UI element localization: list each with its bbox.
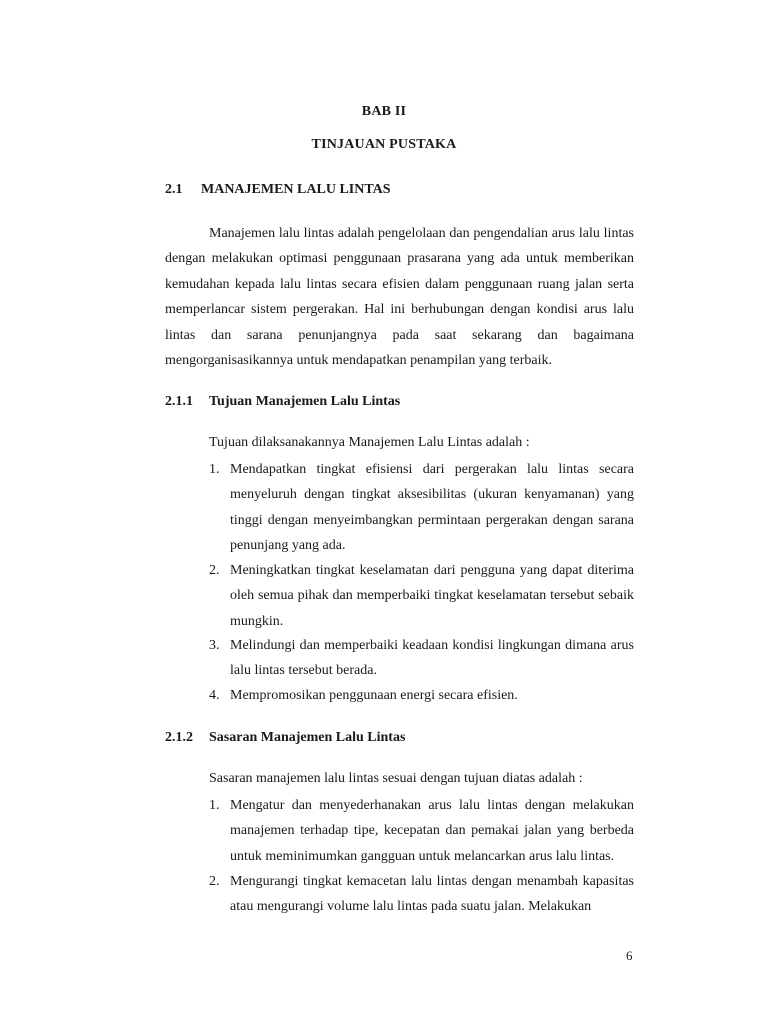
list-item-text: Mempromosikan penggunaan energi secara efisien. bbox=[230, 688, 518, 703]
chapter-title: TINJAUAN PUSTAKA bbox=[311, 137, 457, 152]
list-item bbox=[209, 558, 634, 634]
list-item bbox=[209, 683, 634, 708]
list-item-number: 4. bbox=[209, 688, 220, 703]
list-item bbox=[209, 869, 634, 920]
section-title: Sasaran Manajemen Lalu Lintas bbox=[209, 730, 406, 745]
list-item bbox=[209, 633, 634, 684]
list-item-number: 2. bbox=[209, 874, 220, 889]
chapter-label: BAB II bbox=[361, 104, 407, 119]
section-2-1-2-heading bbox=[165, 730, 405, 746]
section-2-1-1-heading bbox=[165, 394, 400, 410]
list-item-number: 2. bbox=[209, 563, 220, 578]
section-number: 2.1.2 bbox=[165, 730, 193, 745]
section-2-1-paragraph: Manajemen lalu lintas adalah pengelolaan dan pengendalian arus lalu lintas dengan melakukan optimasi penggunaan prasarana yang ada untuk memberikan kemudahan kepada lalu lintas secara efisien dalam penggunaan ruang jalan serta memperlancar sistem pergerakan. Hal ini berhubungan dengan kondisi arus lalu lintas dan sarana penunjangnya pada saat sekarang dan bagaimana mengorganisasikannya untuk mendapatkan penampilan yang terbaik. bbox=[165, 226, 634, 369]
section-2-1-1-intro: Tujuan dilaksanakannya Manajemen Lalu Lintas adalah : bbox=[209, 435, 530, 450]
section-title: Tujuan Manajemen Lalu Lintas bbox=[209, 394, 401, 409]
section-number: 2.1.1 bbox=[165, 394, 193, 409]
section-2-1-2-intro: Sasaran manajemen lalu lintas sesuai dengan tujuan diatas adalah : bbox=[209, 771, 583, 786]
list-item bbox=[209, 793, 634, 869]
list-item-number: 3. bbox=[209, 638, 220, 653]
page-number: 6 bbox=[626, 948, 633, 963]
list-item-text: Mengurangi tingkat kemacetan lalu lintas dengan menambah kapasitas atau mengurangi volume lalu lintas pada suatu jalan. Melakukan bbox=[230, 874, 634, 915]
list-item-text: Melindungi dan memperbaiki keadaan kondisi lingkungan dimana arus lalu lintas tersebut berada. bbox=[230, 638, 634, 679]
section-title: MANAJEMEN LALU LINTAS bbox=[201, 182, 391, 197]
section-2-1-heading bbox=[165, 182, 391, 198]
list-item-text: Meningkatkan tingkat keselamatan dari pengguna yang dapat diterima oleh semua pihak dan memperbaiki tingkat keselamatan tersebut sebaik mungkin. bbox=[230, 563, 634, 629]
list-item bbox=[209, 457, 634, 559]
list-item-number: 1. bbox=[209, 798, 220, 813]
list-item-number: 1. bbox=[209, 462, 220, 477]
list-item-text: Mendapatkan tingkat efisiensi dari pergerakan lalu lintas secara menyeluruh dengan tingkat aksesibilitas (ukuran kenyamanan) yang tinggi dengan menyeimbangkan permintaan pergerakan dengan sarana penunjang yang ada. bbox=[230, 462, 634, 554]
list-item-text: Mengatur dan menyederhanakan arus lalu lintas dengan melakukan manajemen terhadap tipe, kecepatan dan pemakai jalan yang berbeda untuk meminimumkan gangguan untuk melancarkan arus lalu lintas. bbox=[230, 798, 634, 864]
section-number: 2.1 bbox=[165, 182, 183, 197]
